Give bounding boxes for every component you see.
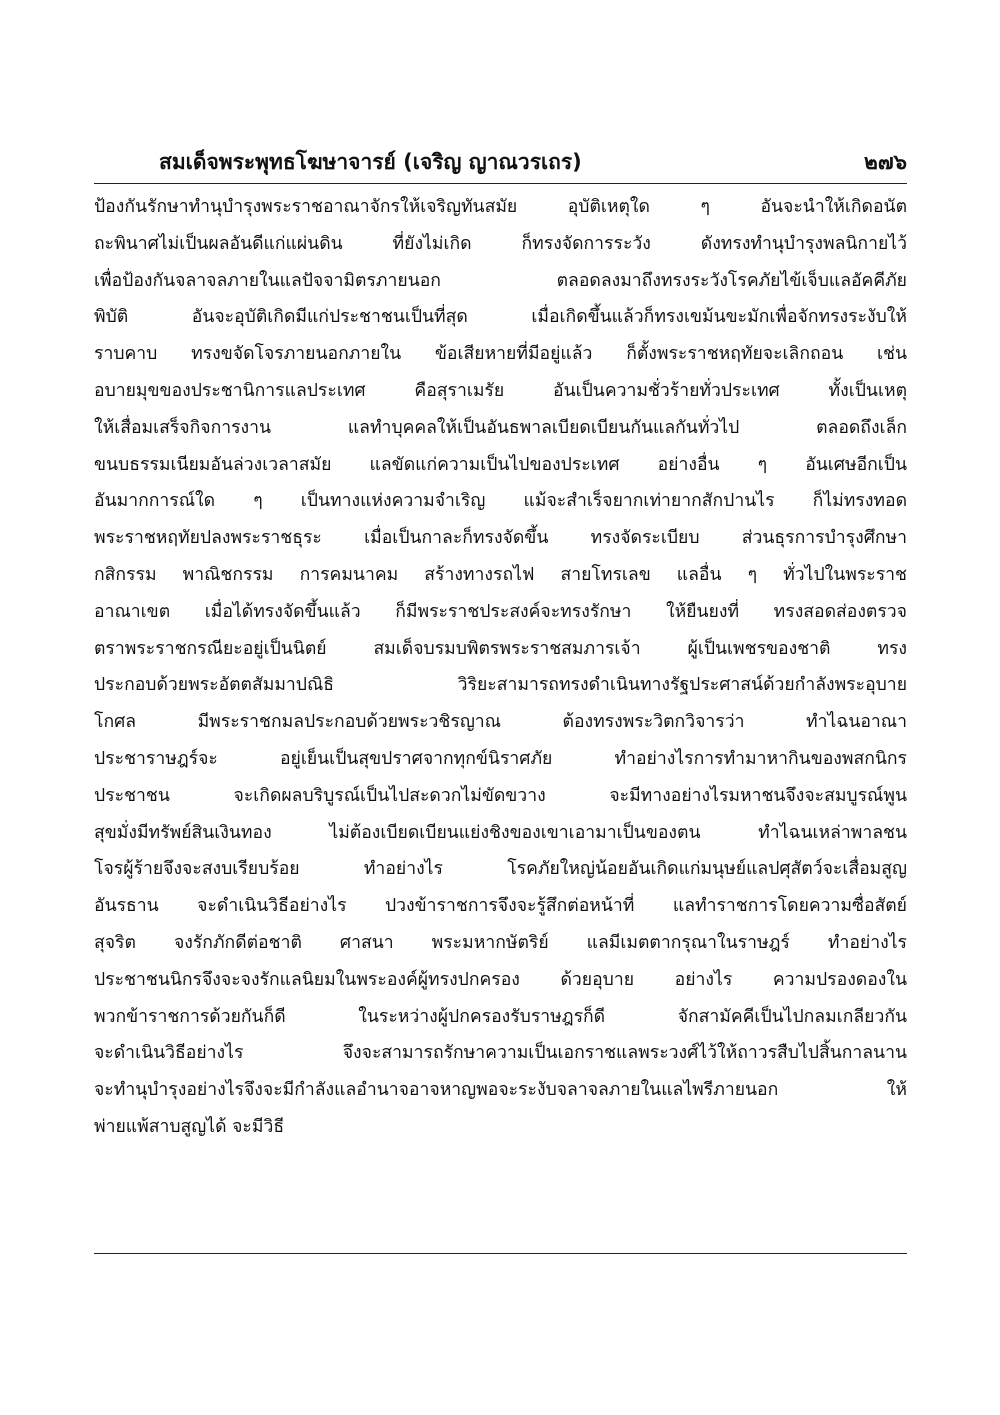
running-header-author: สมเด็จพระพุทธโฆษาจารย์ (เจริญ ญาณวรเถร) — [159, 150, 582, 174]
text-line: สุขมั่งมีทรัพย์สินเงินทอง ไม่ต้องเบียดเบียนแย่งชิงของเขาเอามาเป็นของตน ทำไฉนเหล่าพาลชน — [94, 822, 907, 843]
text-line: ประกอบด้วยพระอัตตสัมมาปณิธิ วิริยะสามารถทรงดำเนินทางรัฐประศาสน์ด้วยกำลังพระอุบาย — [94, 675, 907, 696]
body-text — [94, 189, 907, 1146]
text-line: ป้องกันรักษาทำนุบำรุงพระราชอาณาจักรให้เจริญทันสมัย อุบัติเหตุใด ๆ อันจะนำให้เกิดอนัต — [94, 197, 907, 217]
footer-divider — [94, 1253, 907, 1254]
text-line: ให้เสื่อมเสร็จกิจการงาน แลทำบุคคลให้เป็นอันธพาลเบียดเบียนกันแลกันทั่วไป ตลอดถึงเล็ก — [94, 417, 907, 438]
text-line: จะทำนุบำรุงอย่างไรจึงจะมีกำลังแลอำนาจอาจหาญพอจะระงับจลาจลภายในแลไพรีภายนอก ให้ — [94, 1080, 907, 1101]
text-line: พระราชหฤทัยปลงพระราชธุระ เมื่อเป็นกาละก็ทรงจัดขึ้น ทรงจัดระเบียบ ส่วนธุรการบำรุงศึกษา — [94, 528, 907, 549]
text-line: ประชาชน จะเกิดผลบริบูรณ์เป็นไปสะดวกไม่ขัดขวาง จะมีทางอย่างไรมหาชนจึงจะสมบูรณ์พูน — [94, 785, 907, 806]
text-line: เพื่อป้องกันจลาจลภายในแลปัจจามิตรภายนอก ตลอดลงมาถึงทรงระวังโรคภัยไข้เจ็บแลอัคคีภัย — [94, 270, 907, 291]
text-line: ราบคาบ ทรงขจัดโจรภายนอกภายใน ข้อเสียหายที่มีอยู่แล้ว ก็ตั้งพระราชหฤทัยจะเลิกถอน เช่น — [94, 344, 907, 365]
page-header — [94, 146, 907, 180]
text-line: ขนบธรรมเนียมอันล่วงเวลาสมัย แลขัดแก่ความเป็นไปของประเทศ อย่างอื่น ๆ อันเศษอีกเป็น — [94, 454, 907, 475]
text-line: พิบัติ อันจะอุบัติเกิดมีแก่ประชาชนเป็นที่สุด เมื่อเกิดขึ้นแล้วก็ทรงเขม้นขะมักเพื่อจักทรงระงับให้ — [94, 307, 907, 328]
page-number: ๒๗๖ — [864, 150, 907, 174]
text-line: จะดำเนินวิธีอย่างไร จึงจะสามารถรักษาความเป็นเอกราชแลพระวงศ์ไว้ให้ถาวรสืบไปสิ้นกาลนาน — [94, 1043, 907, 1064]
text-line: พ่ายแพ้สาบสูญได้ จะมีวิธี — [94, 1116, 285, 1137]
text-line: อบายมุขของประชานิการแลประเทศ คือสุราเมรัย อันเป็นความชั่วร้ายทั่วประเทศ ทั้งเป็นเหตุ — [94, 380, 907, 401]
text-line: อาณาเขต เมื่อได้ทรงจัดขึ้นแล้ว ก็มีพระราชประสงค์จะทรงรักษา ให้ยืนยงที่ ทรงสอดส่องตรวจ — [94, 601, 907, 622]
text-line: ประชาชนนิกรจึงจะจงรักแลนิยมในพระองค์ผู้ทรงปกครอง ด้วยอุบาย อย่างไร ความปรองดองใน — [94, 969, 907, 990]
text-line: ประชาราษฎร์จะ อยู่เย็นเป็นสุขปราศจากทุกข์นิราศภัย ทำอย่างไรการทำมาหากินของพสกนิกร — [94, 748, 907, 769]
text-line: สุจริต จงรักภักดีต่อชาติ ศาสนา พระมหากษัตริย์ แลมีเมตตากรุณาในราษฎร์ ทำอย่างไร — [94, 932, 907, 953]
text-line: ถะพินาศไม่เป็นผลอันดีแก่แผ่นดิน ที่ยังไม่เกิด ก็ทรงจัดการระวัง ดังทรงทำนุบำรุงพลนิกายไว้ — [94, 233, 907, 254]
header-divider — [94, 183, 907, 184]
text-line: อันมากการณ์ใด ๆ เป็นทางแห่งความจำเริญ แม้จะสำเร็จยากเท่ายากสักปานไร ก็ไม่ทรงทอด — [94, 491, 907, 512]
text-line: อันรธาน จะดำเนินวิธีอย่างไร ปวงข้าราชการจึงจะรู้สึกต่อหน้าที่ แลทำราชการโดยความซื่อสัตย์ — [94, 896, 907, 917]
text-line: โกศล มีพระราชกมลประกอบด้วยพระวชิรญาณ ต้องทรงพระวิตกวิจารว่า ทำไฉนอาณา — [94, 712, 907, 733]
text-line: ตราพระราชกรณียะอยู่เป็นนิตย์ สมเด็จบรมบพิตรพระราชสมภารเจ้า ผู้เป็นเพชรของชาติ ทรง — [94, 638, 907, 659]
text-line: พวกข้าราชการด้วยกันก็ดี ในระหว่างผู้ปกครองรับราษฎรก็ดี จักสามัคคีเป็นไปกลมเกลียวกัน — [94, 1006, 907, 1027]
text-line: โจรผู้ร้ายจึงจะสงบเรียบร้อย ทำอย่างไร โรคภัยใหญ่น้อยอันเกิดแก่มนุษย์แลปศุสัตว์จะเสื่อมสูญ — [94, 859, 907, 880]
text-line: กสิกรรม พาณิชกรรม การคมนาคม สร้างทางรถไฟ สายโทรเลข แลอื่น ๆ ทั่วไปในพระราช — [94, 564, 907, 585]
